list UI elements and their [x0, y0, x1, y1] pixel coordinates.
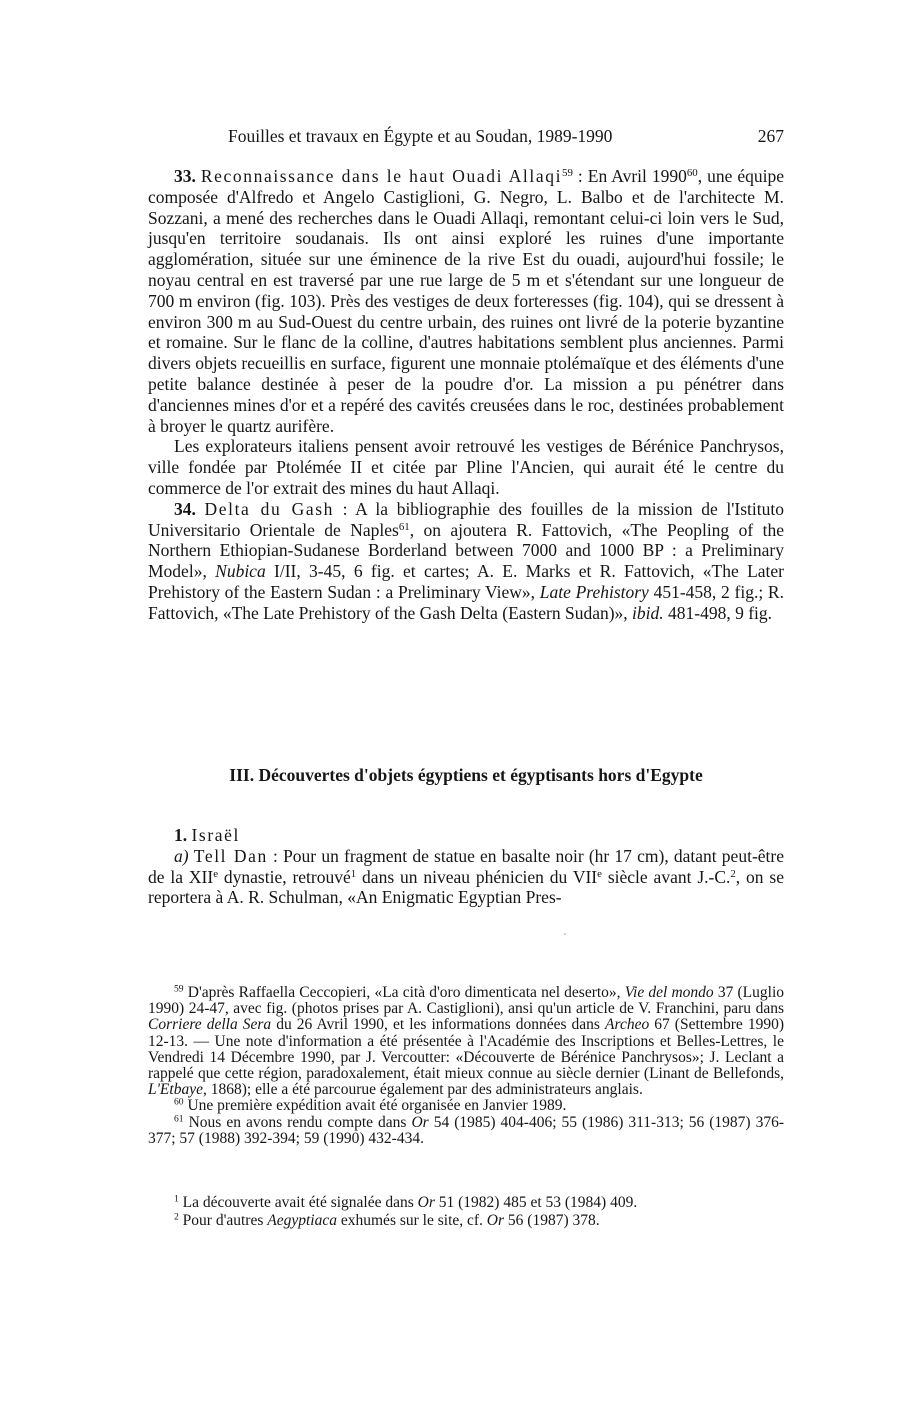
journal-title: Archeo [605, 1016, 650, 1034]
footnote-ref: 2 [730, 867, 736, 880]
para-text: , on se reportera à A. R. Schulman, «An Enigmatic Egyptian Pres- [148, 866, 784, 908]
para-text: , une équipe composée d'Alfredo et Angelo Castiglioni, G. Negro, L. Balbo et de l'architecte M. Sozzani, a mené des recherches dans le Ouadi Allaqi, remontant celui-ci loin vers le Sud, jusqu'en territoire soudanais. Ils ont ainsi exploré les ruines d'une importante agglomération, située sur une éminence de la rive Est du ouadi, aujourd'hui fossile; le noyau central en est traversé par une rue large de 5 m et s'étendant sur une longueur de 700 m environ (fig. 103). Près des vestiges de deux forteresses (fig. 104), qui se dressent à environ 300 m au Sud-Ouest du centre urbain, des ruines ont livré de la poterie byzantine et romaine. Sur le flanc de la colline, d'autres habitations semblent plus anciennes. Parmi divers objets recueillis en surface, figurent une monnaie ptolémaïque et des éléments d'une petite balance destinée à peser de la poudre d'or. La mission a pu pénétrer dans d'anciennes mines d'or et a repéré des cavités creusées dans le roc, destinées probablement à broyer le quartz aurifère. [148, 166, 785, 436]
footnote-mark: 61 [174, 1113, 184, 1125]
footnotes-section [148, 1194, 784, 1229]
term: Aegyptiaca [267, 1211, 337, 1229]
footnote-60 [148, 1098, 784, 1114]
superscript: e [213, 867, 219, 880]
footnote-text: 37 (Luglio 1990) 24-47, avec fig. (photos prises par A. Castiglioni), ansi qu'un article de V. Franchini, paru dans [148, 984, 785, 1018]
subsection-name: Israël [191, 825, 240, 845]
paragraph-33 [148, 166, 784, 436]
para-text: dynastie, retrouvé [218, 866, 351, 887]
para-text: 481-498, 9 fig. [663, 602, 773, 623]
footnote-text: 67 (Settembre 1990) 12-13. — Une note d'information a été présentée à l'Académie des Inscriptions et Belles-Lettres, le Vendredi 14 Décembre 1990, par J. Vercoutter: «Découverte de Bérénice Panchrysos»; J. Leclant a rappelé que cette région, paradoxalement, était mieux connue au siècle dernier (Linant de Bellefonds, [148, 1016, 784, 1083]
item-heading: Tell Dan [193, 845, 268, 866]
para-heading: Delta du Gash [204, 498, 334, 519]
footnotes [148, 985, 784, 1147]
footnote-ref: 1 [350, 867, 357, 880]
footnote-text: 54 (1985) 404-406; 55 (1986) 311-313; 56 (1987) 376-377; 57 (1988) 392-394; 59 (1990) 432-434. [148, 1113, 785, 1147]
superscript: e [597, 867, 602, 880]
para-number: 34. [174, 498, 196, 519]
para-text: I/II, 3-45, 6 fig. et cartes; A. E. Marks et R. Fattovich, «The Later Prehistory of the Eastern Sudan : a Preliminary View», [148, 561, 784, 602]
footnote-text: La découverte avait été signalée dans [178, 1194, 418, 1211]
journal-title: Or [417, 1194, 435, 1211]
footnote-59 [148, 985, 784, 1098]
para-text: : A la bibliographie des fouilles de la mission de l'Istituto Universitario Orientale de Naples [148, 498, 784, 540]
journal-title: Nubica [215, 561, 266, 582]
footnote-text: Nous en avons rendu compte dans [183, 1113, 412, 1131]
footnote-text: du 26 Avril 1990, et les informations données dans [271, 1016, 606, 1034]
footnote-text: 56 (1987) 378. [504, 1211, 600, 1229]
footnote-1 [148, 1194, 784, 1212]
paragraph-33-continued: Les explorateurs italiens pensent avoir retrouvé les vestiges de Bérénice Panchrysos, ville fondée par Ptolémée II et citée par Pline l'Ancien, qui aurait été le centre du commerce de l'or extrait des mines du haut Allaqi. [148, 436, 784, 498]
footnote-mark: 2 [174, 1211, 179, 1223]
footnote-text: 51 (1982) 485 et 53 (1984) 409. [434, 1194, 638, 1211]
footnote-mark: 59 [174, 983, 184, 995]
running-head-title: Fouilles et travaux en Égypte et au Soudan, 1989-1990 [228, 126, 613, 146]
item-label: a) [174, 845, 189, 866]
para-heading: Reconnaissance dans le haut Ouadi Allaqi [200, 166, 563, 186]
book-title: L'Etbaye [148, 1081, 203, 1099]
newspaper-title: Corriere della Sera [148, 1016, 272, 1034]
footnote-mark: 60 [174, 1097, 184, 1109]
footnote-ref: 61 [398, 520, 410, 533]
footnote-text: Pour d'autres [178, 1211, 268, 1229]
footnote-text: Une première expédition avait été organisée en Janvier 1989. [183, 1097, 567, 1115]
body-text [148, 166, 784, 624]
subsection-israel [148, 825, 784, 908]
para-text: : En Avril 1990 [572, 166, 687, 186]
journal-title: Or [411, 1113, 429, 1131]
journal-title: Vie del mondo [624, 984, 714, 1001]
scan-speck [564, 933, 566, 935]
paragraph-34 [148, 499, 784, 624]
para-text: dans un niveau phénicien du VII [356, 866, 598, 887]
book-title: Late Prehistory [539, 581, 649, 602]
paragraph-tell-dan [148, 846, 784, 908]
footnote-mark: 1 [174, 1193, 179, 1205]
subsection-number: 1. [174, 825, 188, 845]
footnote-text: D'après Raffaella Ceccopieri, «La cità d'oro dimenticata nel deserto», [183, 984, 625, 1001]
ibid: ibid. [632, 602, 664, 623]
footnote-61 [148, 1115, 784, 1147]
para-text: , on ajoutera R. Fattovich, «The Peopling of the Northern Ethiopian-Sudanese Borderland between 7000 and 1000 BP : a Preliminary Model», [148, 519, 784, 582]
footnote-text: , 1868); elle a été parcourue également par des administrateurs anglais. [202, 1081, 643, 1099]
subsection-title [148, 825, 784, 846]
para-number: 33. [174, 166, 196, 186]
para-text: 451-458, 2 fig.; R. Fattovich, «The Late Prehistory of the Gash Delta (Eastern Sudan)», [148, 581, 784, 623]
page-number: 267 [757, 126, 784, 146]
para-text: : Pour un fragment de statue en basalte noir (hr 17 cm), datant peut-être de la XII [148, 845, 784, 887]
footnote-ref: 59 [562, 167, 573, 180]
footnote-2 [148, 1212, 784, 1230]
footnote-text: exhumés sur le site, cf. [337, 1211, 487, 1229]
section-heading: III. Découvertes d'objets égyptiens et égyptisants hors d'Egypte [229, 765, 703, 785]
footnote-ref: 60 [686, 167, 698, 180]
journal-title: Or [486, 1211, 505, 1229]
para-text: siècle avant J.-C. [601, 866, 731, 887]
